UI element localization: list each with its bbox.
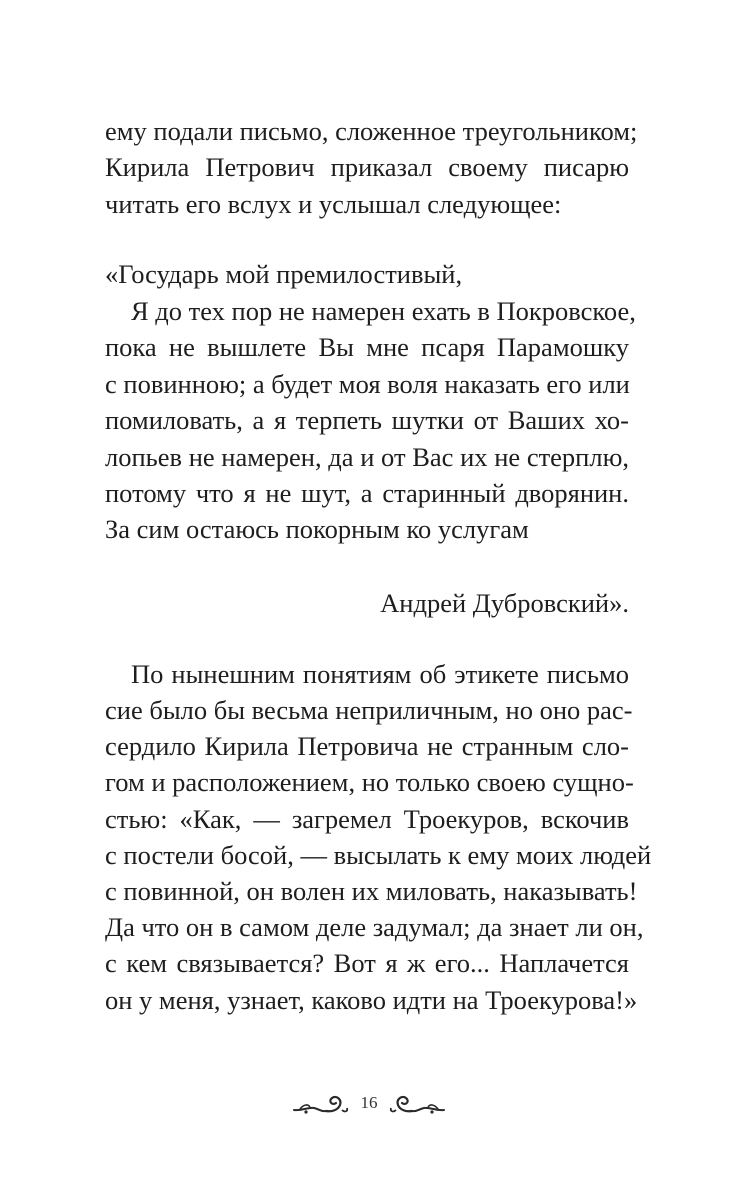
text-line: с повинной, он волен их миловать, наказывать! bbox=[105, 876, 638, 906]
text-line: лопьев не намерен, да и от Вас их не стерплю, bbox=[105, 442, 629, 472]
text-line: с повинною; а будет моя воля наказать его или bbox=[105, 369, 630, 399]
text-line: Я до тех пор не намерен ехать в Покровское, bbox=[131, 296, 636, 326]
text-line: пока не вышлете Вы мне псаря Парамошку bbox=[105, 332, 629, 362]
letter-signature: Андрей Дубровский». bbox=[380, 588, 629, 618]
flourish-right-icon bbox=[386, 1090, 446, 1120]
text-line: помиловать, а я терпеть шутки от Ваших хо- bbox=[105, 405, 629, 435]
text-line: читать его вслух и услышал следующее: bbox=[105, 189, 562, 219]
flourish-left-icon bbox=[292, 1090, 352, 1120]
text-line: сие было бы весьма неприличным, но оно рас- bbox=[105, 695, 633, 725]
text-line: сердило Кирила Петровича не странным сло- bbox=[105, 731, 629, 761]
text-line: Да что он в самом деле задумал; да знает ли он, bbox=[105, 912, 644, 942]
text-line: За сим остаюсь покорным ко услугам bbox=[105, 514, 529, 544]
text-line: Кирила Петрович приказал своему писарю bbox=[105, 152, 629, 182]
text-line: гом и расположением, но только своею сущно- bbox=[105, 767, 634, 797]
page-number: 16 bbox=[360, 1093, 378, 1112]
text-line: с кем связывается? Вот я ж его... Наплачется bbox=[105, 948, 629, 978]
text-line: с постели босой, — высылать к ему моих людей bbox=[105, 840, 652, 870]
text-line: ему подали письмо, сложенное треугольником; bbox=[105, 116, 638, 146]
letter-salutation: «Государь мой премилостивый, bbox=[105, 259, 463, 289]
text-line: он у меня, узнает, каково идти на Троекурова!» bbox=[105, 985, 638, 1015]
text-line: потому что я не шут, а старинный дворянин. bbox=[105, 478, 629, 508]
text-line: стью: «Как, — загремел Троекуров, вскочив bbox=[105, 804, 629, 834]
text-line: По нынешним понятиям об этикете письмо bbox=[131, 659, 629, 689]
page-footer bbox=[0, 1088, 738, 1122]
